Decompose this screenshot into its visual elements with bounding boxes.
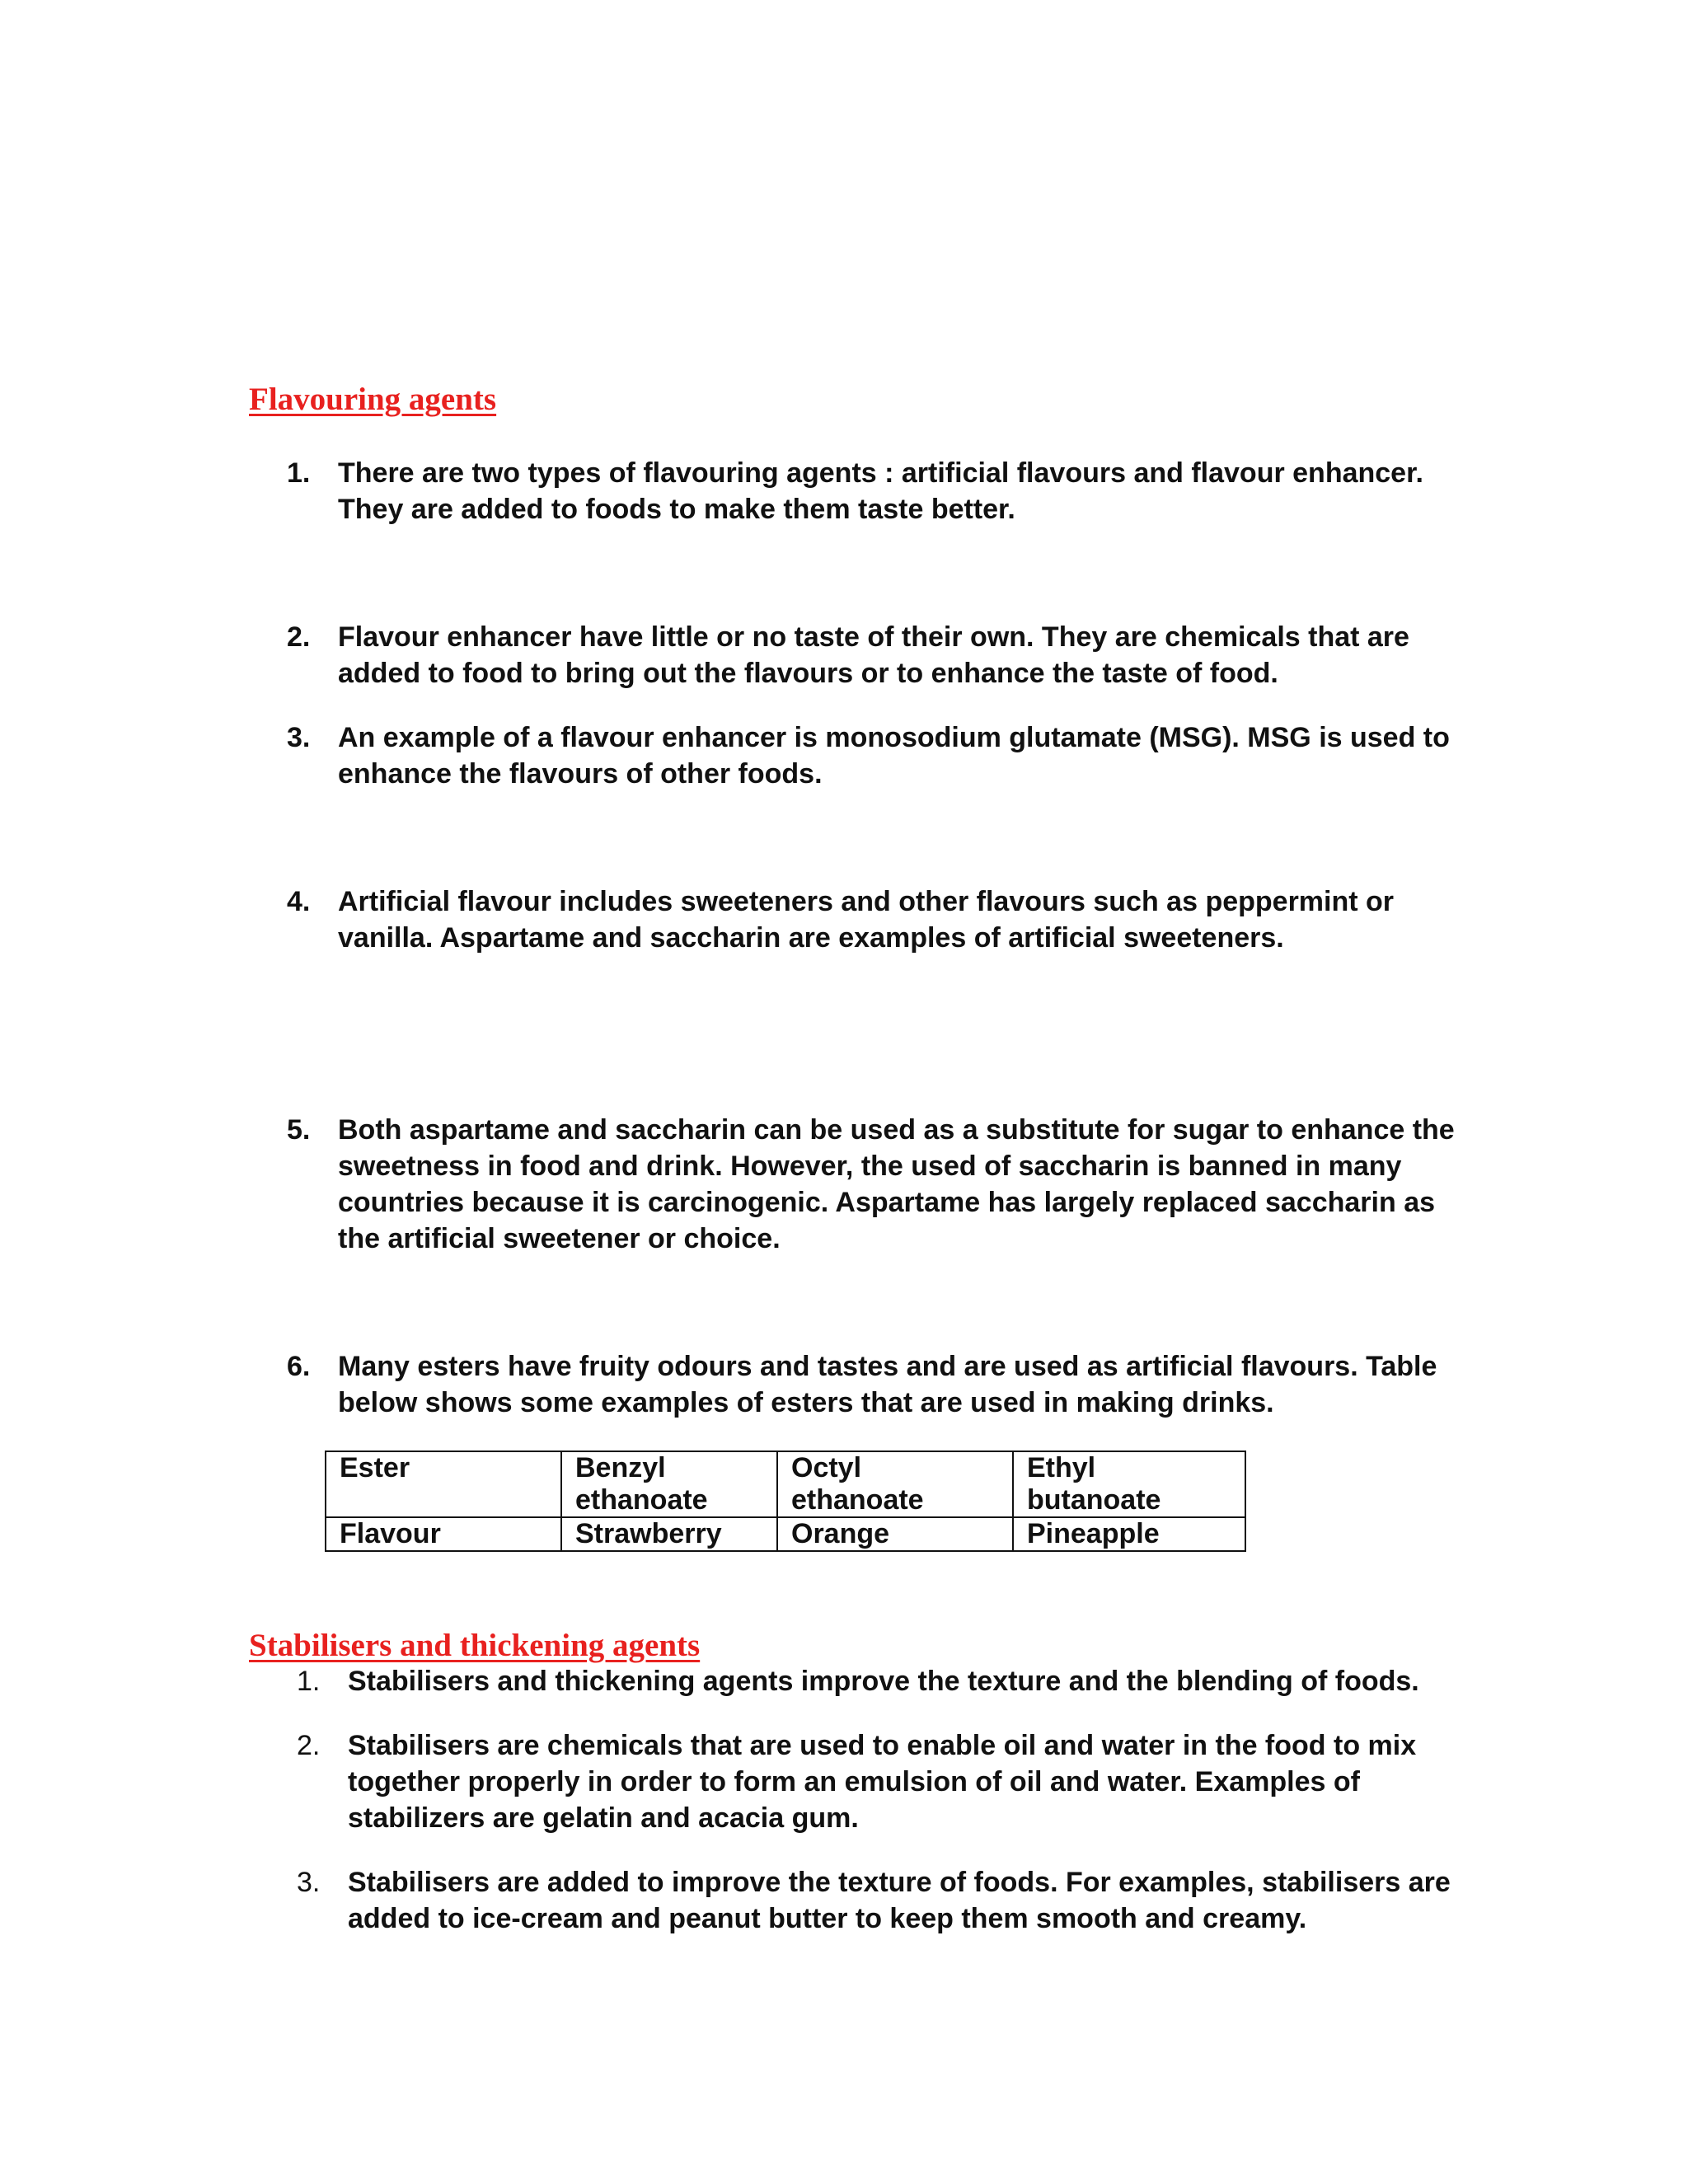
text-line: Many esters have fruity odours and tastes and are used as artificial flavours. Table [338,1351,1437,1382]
list-item-number: 3. [287,722,311,753]
list-item-text [348,1663,1419,1699]
list-item-text [338,1112,1455,1257]
list-item-text [348,1864,1451,1937]
list-item-text [338,455,1423,527]
table-cell: Orange [777,1517,1013,1551]
text-line: They are added to foods to make them taste better. [338,494,1015,525]
table-row-header: Ester [326,1451,561,1517]
text-line: An example of a flavour enhancer is monosodium glutamate (MSG). MSG is used to [338,722,1450,753]
text-line: added to ice-cream and peanut butter to keep them smooth and creamy. [348,1903,1307,1934]
list-item-number: 2. [297,1730,321,1761]
text-line: Artificial flavour includes sweeteners and other flavours such as peppermint or [338,886,1395,917]
table-row-ester [326,1451,1245,1517]
section-heading-stabilisers: Stabilisers and thickening agents [249,1628,701,1663]
list-item-number: 1. [287,457,311,489]
text-line: below shows some examples of esters that are used in making drinks. [338,1387,1274,1418]
list-item-text [338,883,1394,956]
text-line: Stabilisers are added to improve the texture of foods. For examples, stabilisers are [348,1867,1451,1898]
list-item-text [338,619,1409,691]
table-cell: Ethyl butanoate [1013,1451,1245,1517]
list-item-text [338,1348,1437,1421]
list-item-number: 4. [287,886,311,917]
table-cell: Strawberry [561,1517,777,1551]
text-line: added to food to bring out the flavours or to enhance the taste of food. [338,658,1278,689]
table-cell: Octyl ethanoate [777,1451,1013,1517]
text-line: There are two types of flavouring agents : artificial flavours and flavour enhancer. [338,457,1423,489]
text-line: Stabilisers are chemicals that are used to enable oil and water in the food to mix [348,1730,1417,1761]
list-item-text [338,719,1450,792]
list-item-text [348,1727,1416,1836]
list-item-number: 1. [297,1666,321,1697]
text-line: the artificial sweetener or choice. [338,1223,781,1254]
text-line: sweetness in food and drink. However, the used of saccharin is banned in many [338,1151,1402,1182]
text-line: Flavour enhancer have little or no taste of their own. They are chemicals that are [338,621,1409,653]
table-row-header: Flavour [326,1517,561,1551]
section-heading-flavouring-agents: Flavouring agents [249,382,497,417]
text-line: Both aspartame and saccharin can be used as a substitute for sugar to enhance the [338,1114,1455,1146]
list-item-number: 2. [287,621,311,653]
text-line: Stabilisers and thickening agents improve the texture and the blending of foods. [348,1666,1419,1697]
text-line: countries because it is carcinogenic. Aspartame has largely replaced saccharin as [338,1187,1436,1218]
text-line: together properly in order to form an emulsion of oil and water. Examples of [348,1766,1360,1797]
list-item-number: 5. [287,1114,311,1146]
ester-flavour-table [325,1451,1246,1552]
table-row-flavour [326,1517,1245,1551]
list-item-number: 6. [287,1351,311,1382]
table-cell: Pineapple [1013,1517,1245,1551]
text-line: vanilla. Aspartame and saccharin are examples of artificial sweeteners. [338,922,1284,954]
list-item-number: 3. [297,1867,321,1898]
text-line: enhance the flavours of other foods. [338,758,823,790]
table-cell: Benzyl ethanoate [561,1451,777,1517]
text-line: stabilizers are gelatin and acacia gum. [348,1802,859,1834]
